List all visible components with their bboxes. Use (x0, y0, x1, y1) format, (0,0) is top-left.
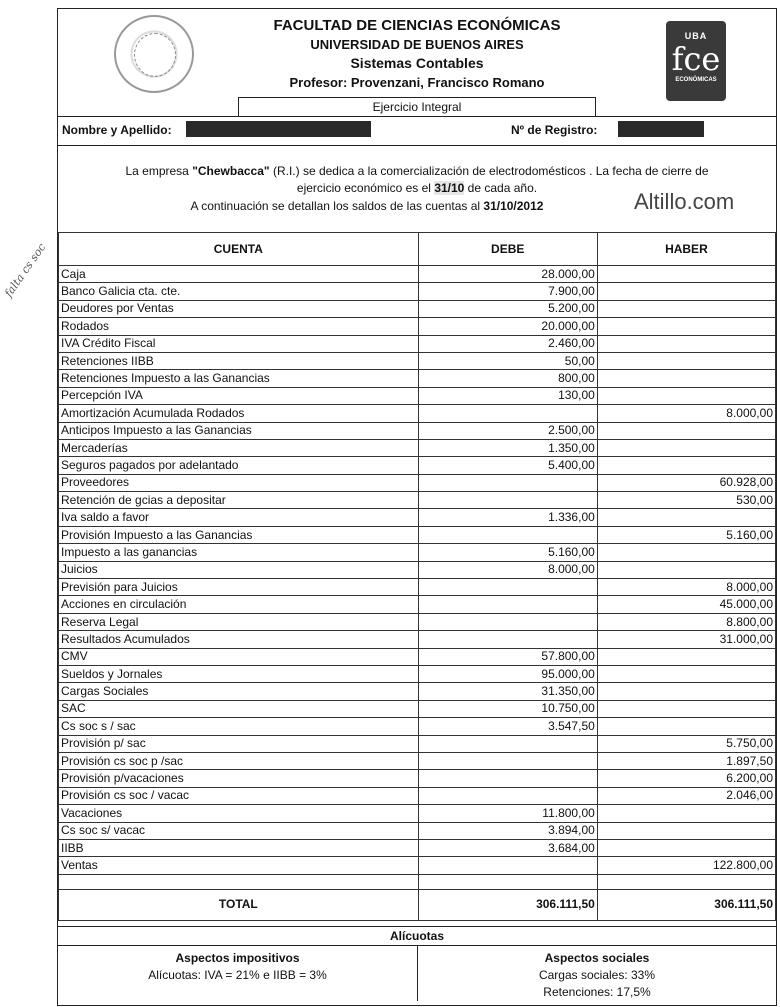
debit-value: 130,00 (418, 387, 597, 404)
table-row (59, 735, 776, 752)
logo-uba-text: UBA (684, 31, 708, 41)
table-row (59, 839, 776, 856)
credit-value: 5.750,00 (597, 735, 775, 752)
credit-value (597, 805, 775, 822)
professor-title: Profesor: Provenzani, Francisco Romano (289, 75, 545, 90)
table-row (59, 613, 776, 630)
account-name: Provisión cs soc p /sac (59, 752, 419, 769)
account-name: Anticipos Impuesto a las Ganancias (59, 422, 419, 439)
tax-aspects-title: Aspectos impositivos (175, 951, 300, 965)
debit-value: 31.350,00 (418, 683, 597, 700)
debit-value (418, 526, 597, 543)
debit-value (418, 857, 597, 874)
debit-value: 95.000,00 (418, 665, 597, 682)
credit-value: 8.000,00 (597, 579, 775, 596)
table-row (59, 561, 776, 578)
subject-title: Sistemas Contables (350, 55, 484, 71)
account-name: Cs soc s / sac (59, 718, 419, 735)
account-name: Cargas Sociales (59, 683, 419, 700)
debit-value (418, 787, 597, 804)
credit-value (597, 266, 775, 283)
social-aspects-line-2: Retenciones: 17,5% (543, 985, 651, 999)
table-row (59, 370, 776, 387)
debit-value (418, 770, 597, 787)
debit-value: 50,00 (418, 352, 597, 369)
credit-value: 31.000,00 (597, 631, 775, 648)
account-name: Proveedores (59, 474, 419, 491)
account-name: Rodados (59, 318, 419, 335)
total-credit: 306.111,50 (597, 889, 775, 920)
account-name: Acciones en circulación (59, 596, 419, 613)
credit-value (597, 648, 775, 665)
total-label: TOTAL (59, 889, 419, 920)
exam-sheet (57, 8, 777, 1006)
credit-value (597, 283, 775, 300)
table-row (59, 318, 776, 335)
credit-value (597, 335, 775, 352)
credit-value: 8.000,00 (597, 405, 775, 422)
debit-value: 2.460,00 (418, 335, 597, 352)
credit-value: 6.200,00 (597, 770, 775, 787)
table-row (59, 283, 776, 300)
debit-value: 1.336,00 (418, 509, 597, 526)
account-name: Retenciones IIBB (59, 352, 419, 369)
header-cuenta: CUENTA (59, 233, 419, 266)
table-row (59, 787, 776, 804)
table-row (59, 492, 776, 509)
debit-value: 5.400,00 (418, 457, 597, 474)
registration-label: Nº de Registro: (511, 123, 598, 137)
credit-value (597, 822, 775, 839)
account-name: Iva saldo a favor (59, 509, 419, 526)
account-name: Retenciones Impuesto a las Ganancias (59, 370, 419, 387)
alicuotas-title: Alícuotas (58, 926, 776, 946)
table-row (59, 526, 776, 543)
alicuotas-section (58, 926, 776, 1001)
table-row (59, 683, 776, 700)
name-label: Nombre y Apellido: (62, 123, 172, 137)
account-name: Vacaciones (59, 805, 419, 822)
credit-value (597, 457, 775, 474)
debit-value (418, 579, 597, 596)
registration-redaction (618, 121, 704, 137)
account-name: Resultados Acumulados (59, 631, 419, 648)
university-title: UNIVERSIDAD DE BUENOS AIRES (310, 37, 524, 52)
name-redaction (186, 121, 371, 137)
table-row (59, 631, 776, 648)
table-row (59, 405, 776, 422)
debit-value (418, 631, 597, 648)
total-debit: 306.111,50 (418, 889, 597, 920)
account-name: Juicios (59, 561, 419, 578)
table-row (59, 648, 776, 665)
tax-aspects (58, 946, 417, 1001)
debit-value: 3.684,00 (418, 839, 597, 856)
debit-value: 57.800,00 (418, 648, 597, 665)
table-row (59, 770, 776, 787)
table-row (59, 439, 776, 456)
credit-value (597, 318, 775, 335)
credit-value: 5.160,00 (597, 526, 775, 543)
handwritten-note: falta cs soc (2, 240, 49, 300)
credit-value: 1.897,50 (597, 752, 775, 769)
credit-value (597, 422, 775, 439)
faculty-title: FACULTAD DE CIENCIAS ECONÓMICAS (273, 17, 561, 34)
header-debe: DEBE (418, 233, 597, 266)
credit-value (597, 561, 775, 578)
total-row (59, 889, 776, 920)
debit-value (418, 596, 597, 613)
account-name: Deudores por Ventas (59, 300, 419, 317)
table-header-row (59, 233, 776, 266)
credit-value (597, 370, 775, 387)
table-row (59, 457, 776, 474)
credit-value (597, 509, 775, 526)
account-name: Impuesto a las ganancias (59, 544, 419, 561)
credit-value (597, 387, 775, 404)
table-row (59, 352, 776, 369)
account-name: Previsión para Juicios (59, 579, 419, 596)
tax-aspects-line: Alícuotas: IVA = 21% e IIBB = 3% (148, 968, 327, 982)
credit-value: 8.800,00 (597, 613, 775, 630)
credit-value (597, 544, 775, 561)
credit-value (597, 439, 775, 456)
account-name: CMV (59, 648, 419, 665)
credit-value (597, 352, 775, 369)
account-name: Seguros pagados por adelantado (59, 457, 419, 474)
exercise-title: Ejercicio Integral (238, 97, 596, 117)
table-row (59, 544, 776, 561)
table-row (59, 335, 776, 352)
social-aspects-line-1: Cargas sociales: 33% (538, 968, 656, 982)
balance-table (58, 232, 776, 921)
debit-value (418, 492, 597, 509)
table-row (59, 474, 776, 491)
credit-value: 122.800,00 (597, 857, 775, 874)
divider (58, 116, 776, 117)
header-haber: HABER (597, 233, 775, 266)
account-name: Ventas (59, 857, 419, 874)
credit-value: 2.046,00 (597, 787, 775, 804)
account-name: Percepción IVA (59, 387, 419, 404)
account-name: Provisión p/ sac (59, 735, 419, 752)
debit-value: 10.750,00 (418, 700, 597, 717)
table-row (59, 596, 776, 613)
credit-value: 60.928,00 (597, 474, 775, 491)
credit-value (597, 700, 775, 717)
credit-value (597, 718, 775, 735)
altillo-watermark: Altillo.com (634, 189, 735, 214)
account-name: Provisión p/vacaciones (59, 770, 419, 787)
account-name: Banco Galicia cta. cte. (59, 283, 419, 300)
logo-fce-text: fce (671, 40, 721, 78)
debit-value: 11.800,00 (418, 805, 597, 822)
account-name: IVA Crédito Fiscal (59, 335, 419, 352)
account-name: Provisión Impuesto a las Ganancias (59, 526, 419, 543)
debit-value: 1.350,00 (418, 439, 597, 456)
debit-value: 2.500,00 (418, 422, 597, 439)
intro-line-3: A continuación se detallan los saldos de las cuentas al 31/10/2012 (190, 199, 544, 213)
intro-line-2: ejercicio económico es el 31/10 de cada año. (296, 181, 538, 195)
table-row (59, 857, 776, 874)
debit-value (418, 735, 597, 752)
credit-value: 45.000,00 (597, 596, 775, 613)
intro-line-1: La empresa "Chewbacca" (R.I.) se dedica a la comercialización de electrodomésticos . La fecha de cierre de (125, 164, 709, 178)
debit-value: 8.000,00 (418, 561, 597, 578)
table-row (59, 422, 776, 439)
credit-value (597, 839, 775, 856)
table-row (59, 700, 776, 717)
table-row (59, 718, 776, 735)
debit-value: 3.894,00 (418, 822, 597, 839)
account-name: Sueldos y Jornales (59, 665, 419, 682)
table-row (59, 579, 776, 596)
table-row (59, 300, 776, 317)
debit-value: 5.200,00 (418, 300, 597, 317)
account-name: Reserva Legal (59, 613, 419, 630)
account-name: IIBB (59, 839, 419, 856)
credit-value (597, 665, 775, 682)
blank-row (59, 874, 776, 889)
table-row (59, 509, 776, 526)
credit-value (597, 300, 775, 317)
credit-value: 530,00 (597, 492, 775, 509)
debit-value (418, 613, 597, 630)
debit-value: 28.000,00 (418, 266, 597, 283)
account-name: Provisión cs soc / vacac (59, 787, 419, 804)
table-row (59, 266, 776, 283)
debit-value: 800,00 (418, 370, 597, 387)
debit-value: 7.900,00 (418, 283, 597, 300)
social-aspects (417, 946, 776, 1001)
account-name: Amortización Acumulada Rodados (59, 405, 419, 422)
logo-economicas-text: ECONÓMICAS (675, 77, 717, 83)
debit-value (418, 405, 597, 422)
account-name: SAC (59, 700, 419, 717)
credit-value (597, 683, 775, 700)
debit-value (418, 474, 597, 491)
table-row (59, 387, 776, 404)
table-row (59, 805, 776, 822)
debit-value: 20.000,00 (418, 318, 597, 335)
social-aspects-title: Aspectos sociales (544, 951, 650, 965)
debit-value: 3.547,50 (418, 718, 597, 735)
table-row (59, 822, 776, 839)
divider (58, 145, 776, 146)
account-name: Retención de gcias a depositar (59, 492, 419, 509)
table-row (59, 752, 776, 769)
debit-value: 5.160,00 (418, 544, 597, 561)
account-name: Caja (59, 266, 419, 283)
account-name: Mercaderías (59, 439, 419, 456)
table-row (59, 665, 776, 682)
debit-value (418, 752, 597, 769)
account-name: Cs soc s/ vacac (59, 822, 419, 839)
